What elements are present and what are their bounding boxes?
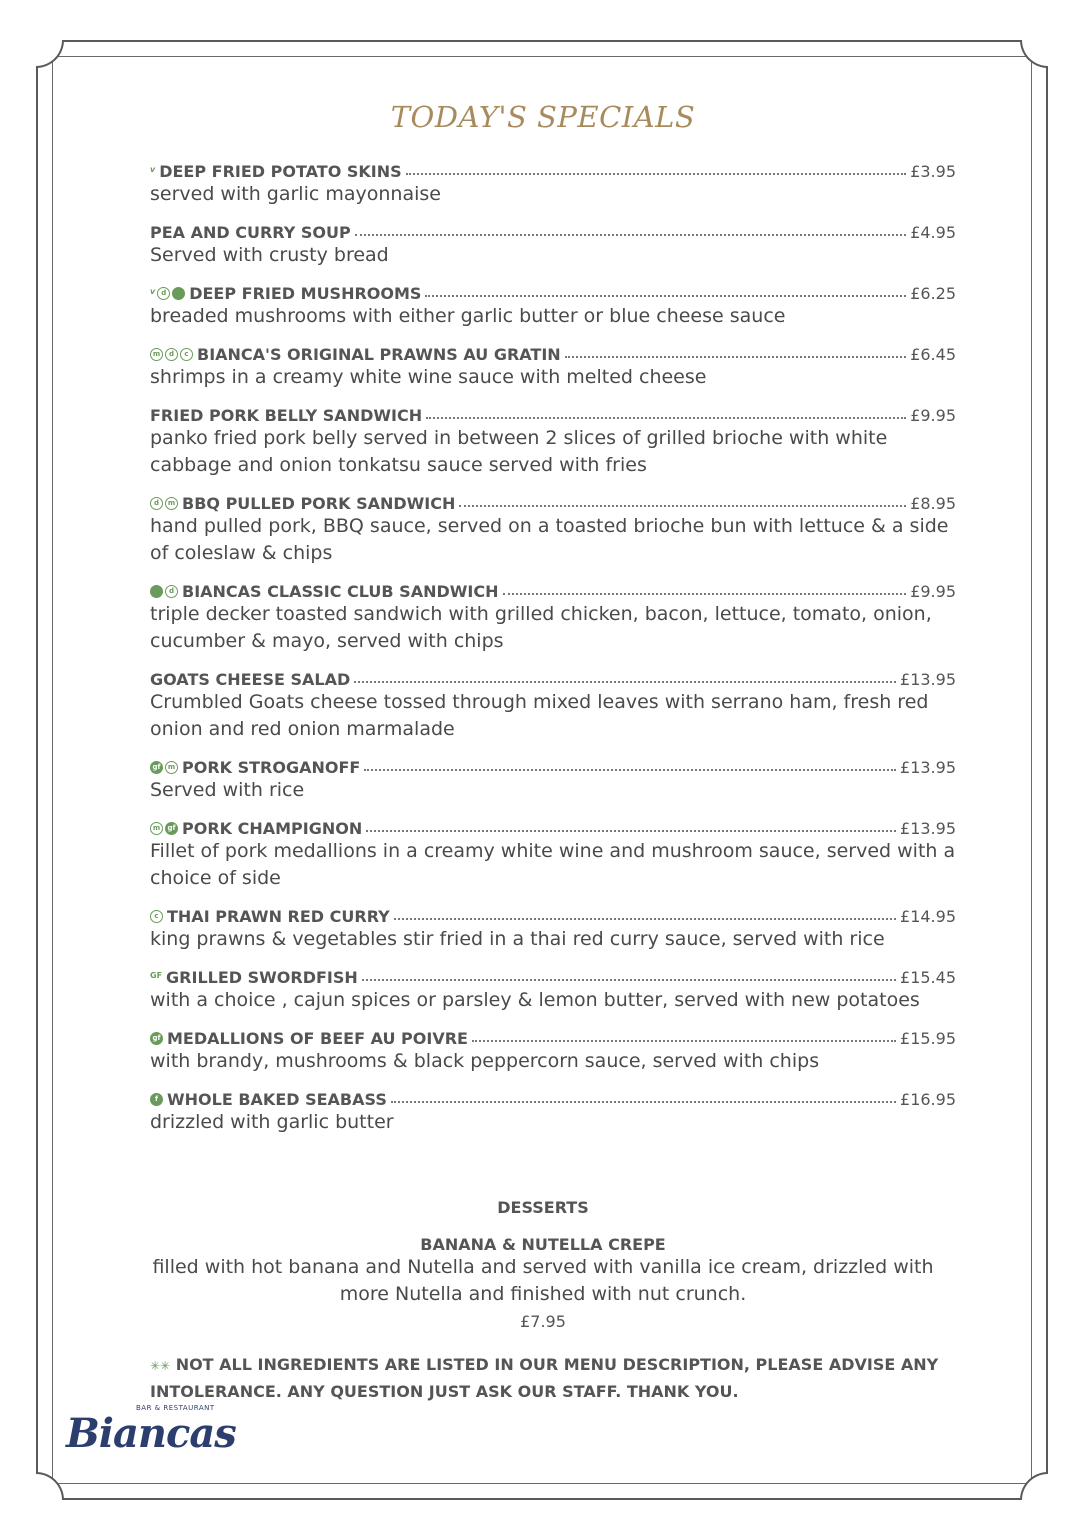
- menu-item-name: [150, 162, 402, 181]
- menu-item-description: panko fried pork belly served in between 2 slices of grilled brioche with white cabbage and onion tonkatsu sauce served with fries: [150, 427, 888, 476]
- menu-item-description: Fillet of pork medallions in a creamy white wine and mushroom sauce, served with a choice of side: [150, 840, 956, 889]
- menu-item-line: [150, 812, 956, 838]
- menu-item-price: £6.45: [910, 345, 956, 364]
- menu-item-title: GOATS CHEESE SALAD: [150, 670, 351, 689]
- crustacean-icon: c: [150, 910, 163, 923]
- allergen-icons: [150, 348, 193, 361]
- menu-item-price: £6.25: [910, 284, 956, 303]
- dot-leader: [362, 978, 896, 981]
- notice-text: NOT ALL INGREDIENTS ARE LISTED IN OUR MENU DESCRIPTION, PLEASE ADVISE ANY INTOLERANCE. ANY QUESTION JUST ASK OUR STAFF. THANK YOU.: [150, 1355, 939, 1401]
- menu-item-description: drizzled with garlic butter: [150, 1111, 394, 1133]
- menu-item: [150, 1083, 956, 1136]
- dot-leader: [459, 504, 906, 507]
- menu-item-line: [150, 338, 956, 364]
- logo: [64, 1398, 234, 1468]
- menu-item-description: breaded mushrooms with either garlic butter or blue cheese sauce: [150, 305, 786, 327]
- menu-item-name: [150, 1090, 387, 1109]
- logo-subtitle: BAR & RESTAURANT: [136, 1404, 215, 1412]
- menu-item-description: Served with rice: [150, 779, 305, 801]
- allergen-icons: [150, 585, 178, 598]
- allergen-icons: [150, 1093, 163, 1106]
- menu-item-description: king prawns & vegetables stir fried in a thai red curry sauce, served with rice: [150, 928, 885, 950]
- menu-item: [150, 277, 956, 330]
- menu-item-title: BIANCAS CLASSIC CLUB SANDWICH: [182, 582, 499, 601]
- menu-item-line: [150, 399, 956, 425]
- menu-item-name: [150, 819, 362, 838]
- dessert-name: BANANA & NUTELLA CREPE: [420, 1235, 666, 1254]
- gluten-free-icon: gf: [165, 822, 178, 835]
- logo-wordmark: Biancas: [66, 1410, 236, 1457]
- menu-item-price: £15.45: [900, 968, 956, 987]
- menu-item-line: [150, 216, 956, 242]
- menu-item-price: £13.95: [900, 670, 956, 689]
- dot-leader: [565, 355, 907, 358]
- menu-item-line: [150, 1083, 956, 1109]
- menu-item-title: BBQ PULLED PORK SANDWICH: [182, 494, 456, 513]
- menu-item-line: [150, 663, 956, 689]
- menu-item-title: DEEP FRIED MUSHROOMS: [189, 284, 422, 303]
- menu-item-title: DEEP FRIED POTATO SKINS: [159, 162, 402, 181]
- menu-item-line: [150, 961, 956, 987]
- menu-item-title: MEDALLIONS OF BEEF AU POIVRE: [167, 1029, 468, 1048]
- menu-item-price: £9.95: [910, 582, 956, 601]
- menu-item-name: [150, 968, 358, 987]
- menu-item-description: shrimps in a creamy white wine sauce with melted cheese: [150, 366, 707, 388]
- menu-item-price: £8.95: [910, 494, 956, 513]
- menu-item-description: with brandy, mushrooms & black peppercorn sauce, served with chips: [150, 1050, 820, 1072]
- menu-item-name: [150, 758, 360, 777]
- menu-item-description: Served with crusty bread: [150, 244, 389, 266]
- dairy-icon: d: [157, 287, 170, 300]
- menu-item-line: [150, 751, 956, 777]
- menu-item-name: [150, 494, 455, 513]
- menu-item-title: FRIED PORK BELLY SANDWICH: [150, 406, 423, 425]
- menu-item: [150, 575, 956, 655]
- menu-item-title: PORK STROGANOFF: [182, 758, 361, 777]
- milk-icon: m: [165, 497, 178, 510]
- milk-icon: m: [150, 348, 163, 361]
- page-title: TODAY'S SPECIALS: [390, 100, 696, 134]
- menu-item-description: with a choice , cajun spices or parsley & lemon butter, served with new potatoes: [150, 989, 920, 1011]
- allergen-icons: [150, 761, 178, 774]
- allergen-icons: [150, 822, 178, 835]
- menu-item-name: [150, 1029, 468, 1048]
- dot-leader: [355, 233, 906, 236]
- menu-item: [150, 812, 956, 892]
- menu-item-title: BIANCA'S ORIGINAL PRAWNS AU GRATIN: [197, 345, 561, 364]
- menu-item-price: £14.95: [900, 907, 956, 926]
- gf-text-icon: GF: [150, 971, 163, 980]
- dot-leader: [354, 680, 896, 683]
- menu-item-price: £15.95: [900, 1029, 956, 1048]
- dot-leader: [366, 829, 896, 832]
- vegan-icon: v: [150, 287, 156, 296]
- menu-item-price: £3.95: [910, 162, 956, 181]
- dot-leader: [503, 592, 907, 595]
- desserts-heading: DESSERTS: [497, 1198, 589, 1217]
- menu-item: [150, 155, 956, 208]
- menu-item-name: [150, 406, 422, 425]
- dairy-icon: d: [165, 348, 178, 361]
- menu-item-title: THAI PRAWN RED CURRY: [167, 907, 390, 926]
- menu-item-description: hand pulled pork, BBQ sauce, served on a toasted brioche bun with lettuce & a side of coleslaw & chips: [150, 515, 949, 564]
- dot-leader: [364, 768, 896, 771]
- dot-leader: [426, 416, 906, 419]
- dot-leader: [406, 172, 907, 175]
- asterisk-icon: ✳✳: [150, 1359, 171, 1373]
- menu-item-name: [150, 670, 350, 689]
- allergen-icons: [150, 497, 178, 510]
- menu-item-title: WHOLE BAKED SEABASS: [167, 1090, 387, 1109]
- menu-item-price: £4.95: [910, 223, 956, 242]
- egg-icon: [150, 585, 163, 598]
- menu-item: [150, 399, 956, 479]
- menu-item-price: £13.95: [900, 758, 956, 777]
- menu-item-price: £9.95: [910, 406, 956, 425]
- allergen-icons: [150, 910, 163, 923]
- menu-item: [150, 338, 956, 391]
- menu-item: [150, 663, 956, 743]
- dot-leader: [425, 294, 906, 297]
- menu-item-name: [150, 223, 351, 242]
- menu-item: [150, 900, 956, 953]
- menu-item-name: [150, 284, 421, 303]
- gluten-free-icon: gf: [150, 1032, 163, 1045]
- menu-item-price: £16.95: [900, 1090, 956, 1109]
- menu-item-line: [150, 1022, 956, 1048]
- menu-item: [150, 961, 956, 1014]
- menu-item: [150, 216, 956, 269]
- desserts-section: [150, 1198, 936, 1331]
- menu-item: [150, 1022, 956, 1075]
- dairy-icon: d: [150, 497, 163, 510]
- menu-item-line: [150, 277, 956, 303]
- dot-leader: [472, 1039, 896, 1042]
- menu-item-name: [150, 582, 499, 601]
- milk-icon: m: [150, 822, 163, 835]
- allergen-icons: [150, 287, 185, 300]
- gluten-free-icon: gf: [150, 761, 163, 774]
- allergen-icons: [150, 165, 155, 178]
- menu-item-name: [150, 907, 390, 926]
- crustacean-icon: c: [180, 348, 193, 361]
- dot-leader: [391, 1100, 896, 1103]
- specials-list: [150, 155, 956, 1144]
- allergen-icons: [150, 1032, 163, 1045]
- egg-icon: [172, 287, 185, 300]
- vegan-icon: v: [150, 165, 156, 174]
- allergen-icons: [150, 971, 162, 984]
- menu-item: [150, 487, 956, 567]
- menu-item-description: triple decker toasted sandwich with grilled chicken, bacon, lettuce, tomato, onion, cucumber & mayo, served with chips: [150, 603, 932, 652]
- menu-item-title: PEA AND CURRY SOUP: [150, 223, 351, 242]
- dessert-price: £7.95: [520, 1312, 566, 1331]
- menu-item-line: [150, 155, 956, 181]
- menu-item-description: served with garlic mayonnaise: [150, 183, 441, 205]
- fish-icon: f: [150, 1093, 163, 1106]
- dot-leader: [394, 917, 896, 920]
- menu-item-title: PORK CHAMPIGNON: [182, 819, 363, 838]
- dairy-icon: d: [165, 585, 178, 598]
- menu-item-name: [150, 345, 561, 364]
- dessert-description: filled with hot banana and Nutella and served with vanilla ice cream, drizzled with more Nutella and finished with nut crunch.: [152, 1256, 934, 1305]
- menu-item-line: [150, 487, 956, 513]
- menu-item-description: Crumbled Goats cheese tossed through mixed leaves with serrano ham, fresh red onion and red onion marmalade: [150, 691, 929, 740]
- allergen-notice: [150, 1352, 940, 1405]
- menu-item-line: [150, 900, 956, 926]
- menu-item: [150, 751, 956, 804]
- menu-item-line: [150, 575, 956, 601]
- menu-item-title: GRILLED SWORDFISH: [166, 968, 358, 987]
- menu-item-price: £13.95: [900, 819, 956, 838]
- milk-icon: m: [165, 761, 178, 774]
